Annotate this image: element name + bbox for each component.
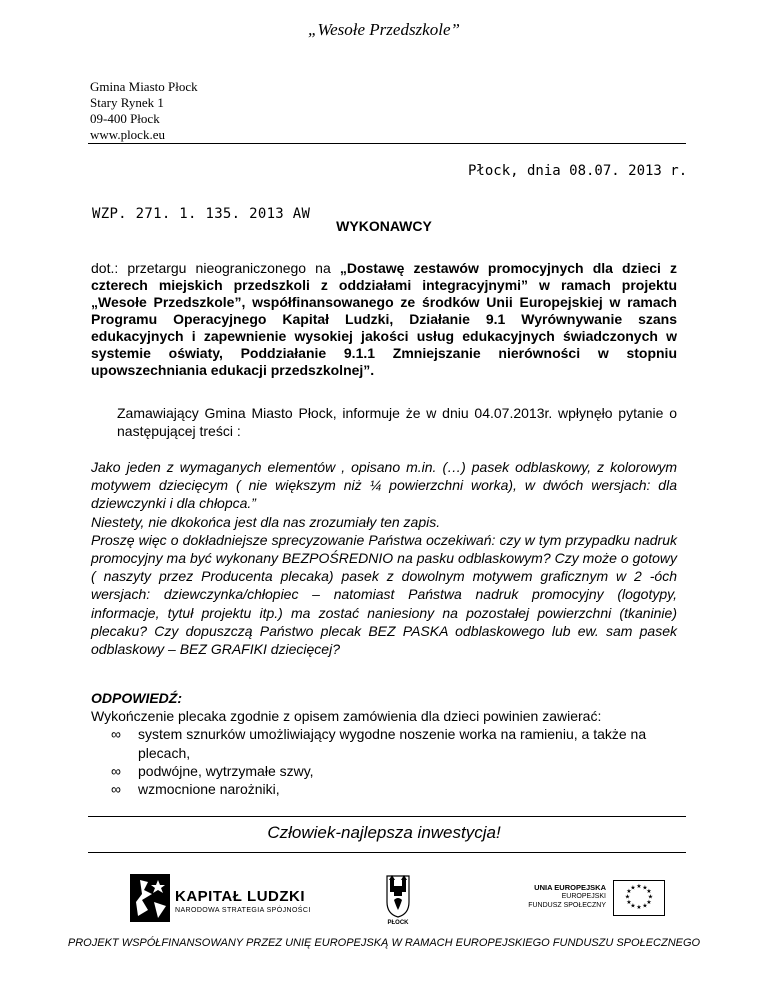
list-item-text: system sznurków umożliwiający wygodne noszenie worka na ramieniu, a także na plecach, [138, 726, 647, 761]
svg-text:★: ★ [630, 902, 636, 910]
footer-motto: Człowiek-najlepsza inwestycja! [267, 823, 501, 842]
footer-divider-bottom [88, 852, 686, 853]
svg-text:★: ★ [636, 883, 642, 890]
header-divider [88, 143, 686, 144]
subject-prefix: dot.: przetargu nieograniczonego na [91, 260, 340, 276]
letter-date: Płock, dnia 08.07. 2013 r. [468, 163, 688, 179]
intro-text: Zamawiający Gmina Miasto Płock, informuje że w dniu 04.07.2013r. wpłynęło pytanie o następującej treści : [117, 405, 677, 439]
list-item [91, 725, 658, 761]
svg-text:★: ★ [646, 888, 652, 895]
intro-paragraph [91, 405, 677, 440]
subject-paragraph [91, 260, 677, 379]
address-line: Gmina Miasto Płock [90, 79, 198, 94]
question-paragraph: Niestety, nie dkokońca jest dla nas zrozumiały ten zapis. [91, 513, 441, 530]
question-paragraph: Jako jeden z wymaganych elementów , opisano m.in. (…) pasek odblaskowy, z kolorowym motywem dziecięcym ( nie większym niż ¼ powierzchni worka), w dwóch wersjach: dla dziewczynki i dla chłopca.” [91, 459, 677, 512]
subject-title: „Dostawę zestawów promocyjnych dla dzieci z czterech miejskich przedszkoli z oddziałami integracyjnymi” w ramach projektu „Wesołe Przedszkole”, współfinansowanego ze środków Unii Europejskiej w ramach Programu Operacyjnego Kapitał Ludzki, Działanie 9.1 Wyrównywanie szans edukacyjnych i zapewnienie wysokiej jakości usług edukacyjnych świadczonych w systemie oświaty, Poddziałanie 9.1.1 Zmniejszanie nierówności w stopniu upowszechniania edukacji przedszkolnej”. [91, 260, 677, 378]
svg-text:★: ★ [647, 893, 654, 901]
recipient: WYKONAWCY [336, 218, 432, 234]
answer-title: ODPOWIEDŹ: [91, 690, 182, 706]
svg-text:★: ★ [624, 893, 631, 901]
kapital-ludzki-subtitle: NARODOWA STRATEGIA SPÓJNOŚCI [175, 907, 311, 914]
plock-caption: PŁOCK [387, 920, 409, 926]
kapital-ludzki-logo-icon [128, 872, 172, 926]
answer-intro: Wykończenie plecaka zgodnie z opisem zamówienia dla dzieci powinien zawierać: [91, 708, 602, 725]
svg-text:★: ★ [626, 899, 632, 906]
list-item-text: podwójne, wytrzymałe szwy, [138, 762, 314, 779]
infinity-bullet-icon: ∞ [111, 726, 121, 743]
svg-text:★: ★ [642, 884, 648, 892]
eu-line: EUROPEJSKI [561, 893, 606, 900]
question-quote [91, 458, 677, 658]
question-paragraph: Proszę więc o dokładniejsze sprecyzowanie Państwa oczekiwań: czy w tym przypadku nadruk promocyjny ma być wykonany BEZPOŚREDNIO na pasku odblaskowym? Czy może o gotowy ( naszyty przez Producenta plecaka) pasek z dowolnym motywem graficznym w 2 -óch wersjach: dziewczynka/chłopiec – natomiast Państwa nadruk promocyjny (logotypy, informacje, tytuł projektu itp.) ma zostać naniesiony na pozostałej powierzchni (tkaninie) plecaku? Czy dopuszczą Państwo plecak BEZ PASKA odblaskowego lub ew. sam pasek odblaskowy – BEZ GRAFIKI dziecięcej? [91, 531, 677, 658]
document-header-title: „Wesołe Przedszkole” [308, 20, 460, 39]
answer-list [91, 725, 691, 798]
address-line: Stary Rynek 1 [90, 95, 164, 110]
answer-section [91, 689, 691, 798]
list-item-text: wzmocnione narożniki, [138, 781, 280, 798]
address-line: www.plock.eu [90, 127, 165, 142]
sender-address [90, 79, 198, 143]
kapital-ludzki-title: KAPITAŁ LUDZKI [175, 888, 306, 905]
svg-text:★: ★ [642, 902, 648, 910]
eu-fund-wordmark [510, 883, 606, 910]
footer-funding-note: PROJEKT WSPÓŁFINANSOWANY PRZEZ UNIĘ EUROPEJSKĄ W RAMACH EUROPEJSKIEGO FUNDUSZU SPOŁECZNEGO [67, 937, 701, 949]
svg-text:★: ★ [630, 884, 636, 892]
plock-coat-of-arms-icon [385, 872, 411, 918]
eu-title: UNIA EUROPEJSKA [534, 883, 606, 892]
svg-text:★: ★ [646, 899, 652, 906]
eu-line: FUNDUSZ SPOŁECZNY [528, 902, 606, 909]
reference-number: WZP. 271. 1. 135. 2013 AW [92, 206, 311, 222]
svg-text:★: ★ [626, 888, 632, 895]
footer-divider-top [88, 816, 686, 817]
kapital-ludzki-wordmark [175, 888, 311, 914]
eu-flag-icon [613, 880, 665, 916]
list-item [91, 780, 658, 798]
address-line: 09-400 Płock [90, 111, 160, 126]
list-item [91, 762, 658, 780]
infinity-bullet-icon: ∞ [111, 781, 121, 798]
svg-text:★: ★ [636, 904, 642, 911]
infinity-bullet-icon: ∞ [111, 762, 121, 779]
